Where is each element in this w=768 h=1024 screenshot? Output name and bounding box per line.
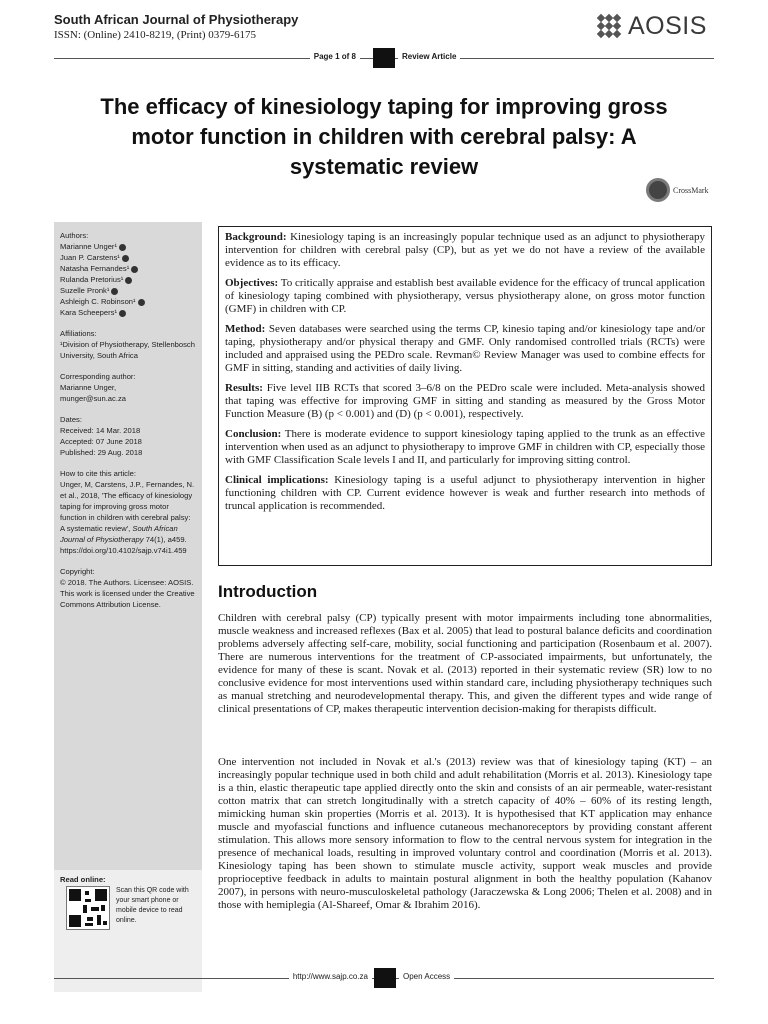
corresponding-name: Marianne Unger,	[60, 383, 117, 392]
cite-main: Unger, M, Carstens, J.P., Fernandes, N. et al., 2018, 'The efficacy of kinesiology taping for improving gross motor function in children with cerebral palsy: A systematic review',	[60, 480, 195, 533]
citation-section	[60, 468, 196, 556]
author-name: Suzelle Pronk¹	[60, 286, 110, 295]
intro-paragraph-1: Children with cerebral palsy (CP) typically present with motor impairments including tone abnormalities, muscle weakness and increased reflexes (Bax et al. 2005) that lead to postural balance deficits and coordination problems adversely affecting self-care, mobility, social functioning and participation (Rosenbaum et al. 2007). There are numerous interventions for the treatment of CP-associated impairments, but unfortunately, the evidence for many of these is scant. Novak et al. (2013) reported in their systematic review (SR) low to no conclusive evidence for most interventions used within standard care, including physiotherapy techniques such as manual stretching and neurodevelopmental therapy. This, and given the different types and wide range of clinical presentations of CP, makes therapeutic intervention decision-making for therapists difficult.	[218, 612, 712, 715]
objectives-text: To critically appraise and establish best available evidence for the efficacy of truncal application of kinesiology taping combined with physiotherapy, versus physiotherapy alone, on gross motor function (GMF) in children with CP.	[225, 277, 705, 315]
clinical-text: Kinesiology taping is a useful adjunct to physiotherapy intervention in higher functioning children with CP. Current evidence however is weak and further research into methods of truncal application is recommended.	[225, 474, 706, 512]
author-name: Juan P. Carstens¹	[60, 253, 120, 262]
abstract-conclusion	[225, 428, 705, 467]
publisher-logo[interactable]	[596, 12, 707, 40]
affiliations-label: Affiliations:	[60, 329, 97, 338]
qr-code-icon[interactable]	[66, 886, 110, 930]
date-received: Received: 14 Mar. 2018	[60, 426, 141, 435]
header-block	[373, 48, 395, 68]
background-label: Background:	[225, 231, 287, 243]
orcid-icon[interactable]	[138, 299, 145, 306]
corresponding-email[interactable]: munger@sun.ac.za	[60, 394, 126, 403]
objectives-label: Objectives:	[225, 277, 279, 289]
corresponding-label: Corresponding author:	[60, 372, 136, 381]
conclusion-text: There is moderate evidence to support kinesiology taping applied to the trunk as an effective intervention when used as an adjunct to physiotherapy to improve GMF in children with CP, especially those with GMF Classification Scale levels I and II, and particularly for improving sitting control.	[225, 428, 705, 466]
logo-text: AOSIS	[628, 11, 707, 40]
method-text: Seven databases were searched using the terms CP, kinesio taping and/or kinesiology tape and/or taping, physiotherapy and/or physical therapy and GMF. Only randomised controlled trials (RCTs) were included and appraised using the PEDro scale. Revman© Review Manager was used to combine effects for GMF in sitting, standing and activities of daily living.	[225, 323, 705, 374]
journal-name: South African Journal of Physiotherapy	[54, 12, 299, 27]
author-name: Kara Scheepers¹	[60, 308, 117, 317]
article-info-sidebar	[54, 222, 202, 992]
read-online-label: Read online:	[60, 875, 106, 884]
method-label: Method:	[225, 323, 266, 335]
orcid-icon[interactable]	[111, 288, 118, 295]
author-item	[60, 274, 196, 285]
background-text: Kinesiology taping is an increasingly popular technique used as an adjunct to physiotherapy intervention for children with cerebral palsy (CP), but as yet we do not have a review of the available evidence as to its efficacy.	[225, 231, 705, 269]
crossmark-badge[interactable]	[646, 178, 709, 202]
journal-url[interactable]: http://www.sajp.co.za	[289, 972, 372, 981]
copyright-section	[60, 566, 196, 610]
author-name: Natasha Fernandes¹	[60, 264, 130, 273]
conclusion-label: Conclusion:	[225, 428, 282, 440]
author-name: Ashleigh C. Robinson¹	[60, 297, 136, 306]
clinical-label: Clinical implications:	[225, 474, 329, 486]
author-item	[60, 307, 196, 318]
author-item	[60, 252, 196, 263]
article-type: Review Article	[398, 52, 460, 61]
abstract-method	[225, 323, 705, 375]
author-name: Rulanda Pretorius¹	[60, 275, 124, 284]
cite-journal: South African Journal of Physiotherapy	[60, 524, 178, 544]
abstract-background	[225, 231, 705, 270]
abstract-clinical	[225, 474, 705, 513]
results-label: Results:	[225, 382, 263, 394]
author-name: Marianne Unger¹	[60, 242, 117, 251]
read-online-text: Scan this QR code with your smart phone or mobile device to read online.	[116, 887, 189, 924]
footer-bar	[54, 970, 714, 986]
dates-label: Dates:	[60, 415, 82, 424]
intro-heading: Introduction	[218, 582, 318, 601]
results-text: Five level IIB RCTs that scored 3–6/8 on the PEDro scale were included. Meta-analysis showed that taping was effective for improving GMF in sitting and standing as measured by the Gross Motor Function Measure (B) (p < 0.001) and (D) (p < 0.001), respectively.	[225, 382, 705, 420]
authors-label: Authors:	[60, 231, 89, 240]
date-accepted: Accepted: 07 June 2018	[60, 437, 142, 446]
page-label: Page 1 of 8	[310, 52, 360, 61]
footer-block	[374, 968, 396, 988]
author-item	[60, 241, 196, 252]
orcid-icon[interactable]	[119, 310, 126, 317]
cite-label: How to cite this article:	[60, 469, 136, 478]
cite-text	[60, 479, 196, 556]
dates-section	[60, 414, 196, 458]
abstract-results	[225, 382, 705, 421]
orcid-icon[interactable]	[122, 255, 129, 262]
copyright-label: Copyright:	[60, 567, 95, 576]
author-item	[60, 296, 196, 307]
abstract-box	[218, 226, 712, 566]
intro-paragraph-2: One intervention not included in Novak et al.'s (2013) review was that of kinesiology taping (KT) – an increasingly popular technique used in both child and adult rehabilitation (Morris et al. 2013). Kinesiology tape is a thin, elastic therapeutic tape applied directly onto the skin and consists of an air permeable, water-resistant cotton matrix that can stretch longitudinally with a stretch capacity of 40% – 60% of its resting length, mimicking human skin properties (Morris et al. 2013). It is hypothesised that KT application may enhance muscle and myofascial functions and influence cutaneous mechanoreceptors by providing constant afferent stimulation. This allows more sensory information to flow to the central nervous system for integration in the presence of mechanical loads, resulting in improved voluntary control and coordination (Morris et al. 2013). Kinesiology taping has been shown to stimulate muscle activity, support weak muscles and provide proprioceptive feedback in adults to maintain postural alignment in both the healthy population (Kahanov 2007), in persons with neuro-musculoskeletal pathology (Jaraczewska & Long 2006; Thelen et al. 2008) and in those with hemiplegia (Al-Shareef, Omar & Ibrahim 2016).	[218, 756, 712, 911]
copyright-text: © 2018. The Authors. Licensee: AOSIS. This work is licensed under the Creative Commons Attribution License.	[60, 578, 195, 609]
crossmark-icon	[646, 178, 670, 202]
abstract-objectives	[225, 277, 705, 316]
orcid-icon[interactable]	[131, 266, 138, 273]
crossmark-label: CrossMark	[673, 185, 709, 195]
date-published: Published: 29 Aug. 2018	[60, 448, 143, 457]
affiliations-section	[60, 328, 196, 361]
cite-tail[interactable]: 74(1), a459. https://doi.org/10.4102/sajp.v74i1.459	[60, 535, 187, 555]
orcid-icon[interactable]	[125, 277, 132, 284]
author-item	[60, 263, 196, 274]
author-item	[60, 285, 196, 296]
header-bar	[54, 50, 714, 66]
authors-section	[60, 230, 196, 318]
issn: ISSN: (Online) 2410-8219, (Print) 0379-6175	[54, 29, 256, 41]
orcid-icon[interactable]	[119, 244, 126, 251]
open-access-label: Open Access	[399, 972, 454, 981]
corresponding-section	[60, 371, 196, 404]
aosis-logo-icon	[596, 13, 622, 39]
affiliation-text: ¹Division of Physiotherapy, Stellenbosch University, South Africa	[60, 340, 195, 360]
article-title: The efficacy of kinesiology taping for improving gross motor function in children with cerebral palsy: A systematic review	[100, 94, 668, 179]
